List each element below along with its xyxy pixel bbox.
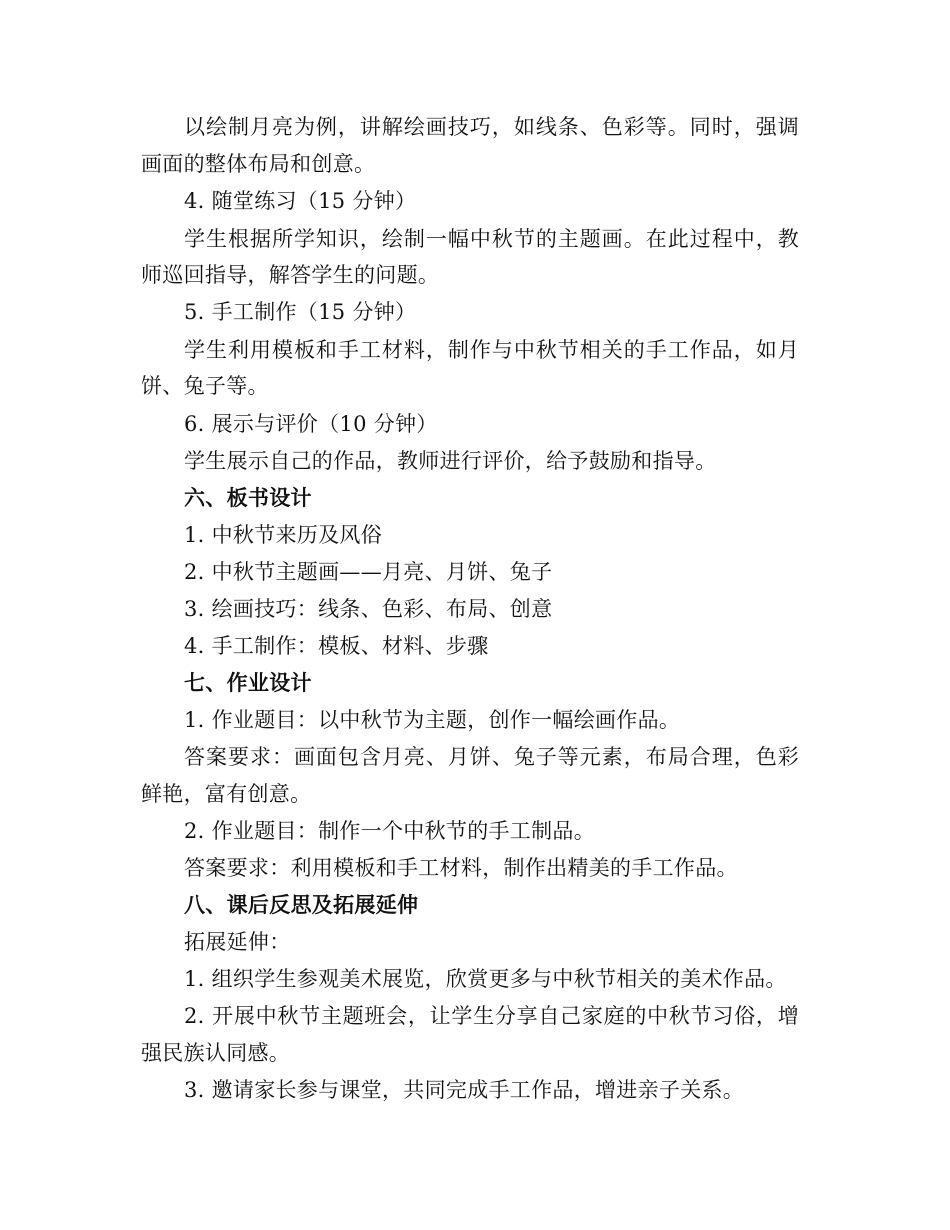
list-item: 4. 随堂练习（15 分钟） (184, 189, 417, 213)
paragraph-line: 画面的整体布局和创意。 (141, 152, 376, 176)
paragraph-line: 强民族认同感。 (141, 1041, 291, 1065)
paragraph-line: 拓展延伸： (184, 930, 291, 954)
list-item: 2. 开展中秋节主题班会，让学生分享自己家庭的中秋节习俗，增 (184, 1004, 799, 1028)
paragraph-line: 学生展示自己的作品，教师进行评价，给予鼓励和指导。 (184, 449, 717, 473)
list-item: 2. 作业题目：制作一个中秋节的手工制品。 (184, 819, 596, 843)
list-item: 3. 绘画技巧：线条、色彩、布局、创意 (184, 597, 553, 621)
list-item: 5. 手工制作（15 分钟） (184, 300, 417, 324)
list-item: 4. 手工制作：模板、材料、步骤 (184, 634, 489, 658)
list-item: 1. 组织学生参观美术展览，欣赏更多与中秋节相关的美术作品。 (184, 967, 787, 991)
paragraph-line: 学生根据所学知识，绘制一幅中秋节的主题画。在此过程中，教 (184, 227, 799, 251)
paragraph-line: 以绘制月亮为例，讲解绘画技巧，如线条、色彩等。同时，强调 (184, 115, 799, 139)
list-item: 3. 邀请家长参与课堂，共同完成手工作品，增进亲子关系。 (184, 1078, 745, 1102)
list-item: 2. 中秋节主题画——月亮、月饼、兔子 (184, 560, 553, 584)
list-item: 6. 展示与评价（10 分钟） (184, 412, 438, 436)
section-heading: 七、作业设计 (184, 670, 312, 695)
paragraph-line: 答案要求：利用模板和手工材料，制作出精美的手工作品。 (184, 856, 738, 880)
section-heading: 六、板书设计 (184, 485, 312, 510)
section-heading: 八、课后反思及拓展延伸 (184, 892, 419, 917)
paragraph-line: 答案要求：画面包含月亮、月饼、兔子等元素，布局合理，色彩 (184, 745, 799, 769)
paragraph-line: 饼、兔子等。 (141, 374, 269, 398)
list-item: 1. 作业题目：以中秋节为主题，创作一幅绘画作品。 (184, 708, 681, 732)
paragraph-line: 师巡回指导，解答学生的问题。 (141, 263, 440, 287)
paragraph-line: 鲜艳，富有创意。 (141, 782, 312, 806)
paragraph-line: 学生利用模板和手工材料，制作与中秋节相关的手工作品，如月 (184, 338, 799, 362)
list-item: 1. 中秋节来历及风俗 (184, 523, 383, 547)
